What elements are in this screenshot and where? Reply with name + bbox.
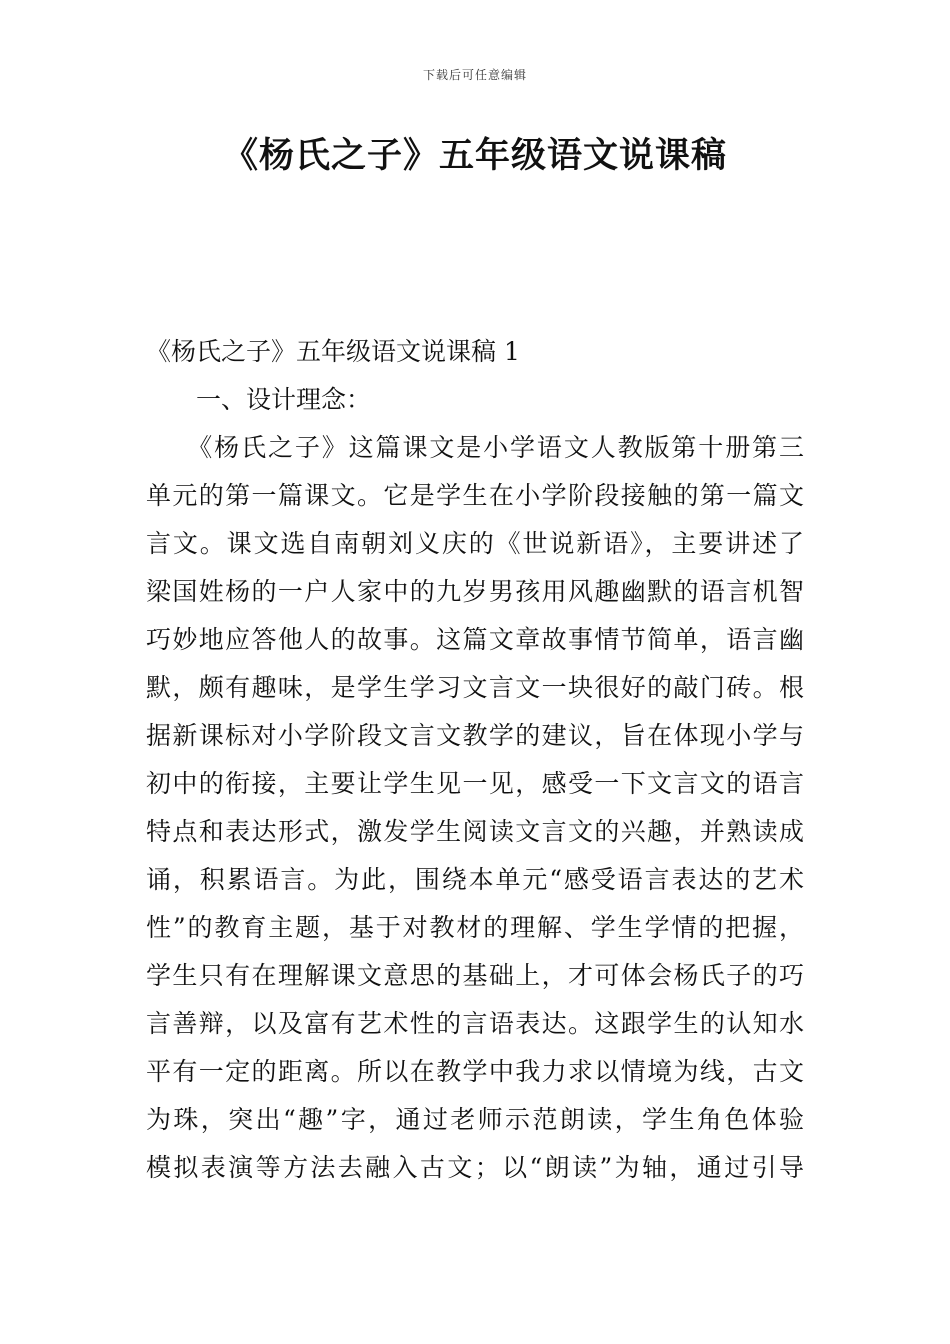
paragraph-line: 单元的第一篇课文。它是学生在小学阶段接触的第一篇文 [146,481,804,510]
paragraph-line: 巧妙地应答他人的故事。这篇文章故事情节简单，语言幽 [146,625,804,654]
paragraph-line: 默，颇有趣味，是学生学习文言文一块很好的敲门砖。根 [146,673,804,702]
paragraph-line: 特点和表达形式，激发学生阅读文言文的兴趣，并熟读成 [146,817,804,846]
paragraph-line: 初中的衔接，主要让学生见一见，感受一下文言文的语言 [146,769,804,798]
paragraph-line: 平有一定的距离。所以在教学中我力求以情境为线，古文 [146,1057,804,1086]
paragraph-line: 为珠，突出“趣”字，通过老师示范朗读，学生角色体验 [146,1105,804,1134]
paragraph-line: 性”的教育主题，基于对教材的理解、学生学情的把握， [146,913,804,942]
paragraph-line: 据新课标对小学阶段文言文教学的建议，旨在体现小学与 [146,721,804,750]
paragraph-line: 诵，积累语言。为此，围绕本单元“感受语言表达的艺术 [146,865,804,894]
paragraph-line: 模拟表演等方法去融入古文；以“朗读”为轴，通过引导 [146,1153,804,1182]
paragraph-design-concept [146,424,804,1192]
paragraph-line: 梁国姓杨的一户人家中的九岁男孩用风趣幽默的语言机智 [146,577,804,606]
paragraph-line: 《杨氏之子》这篇课文是小学语文人教版第十册第三 [146,433,804,462]
paragraph-line: 言文。课文选自南朝刘义庆的《世说新语》，主要讲述了 [146,529,804,558]
document-body [146,328,804,1192]
document-title: 《杨氏之子》五年级语文说课稿 [222,136,727,176]
header-note: 下载后可任意编辑 [422,68,527,82]
paragraph-line: 言善辩，以及富有艺术性的言语表达。这跟学生的认知水 [146,1009,804,1038]
subheading-design-concept: 一、设计理念： [196,385,372,414]
paragraph-line: 学生只有在理解课文意思的基础上，才可体会杨氏子的巧 [146,961,804,990]
section-heading: 《杨氏之子》五年级语文说课稿 1 [146,337,520,366]
